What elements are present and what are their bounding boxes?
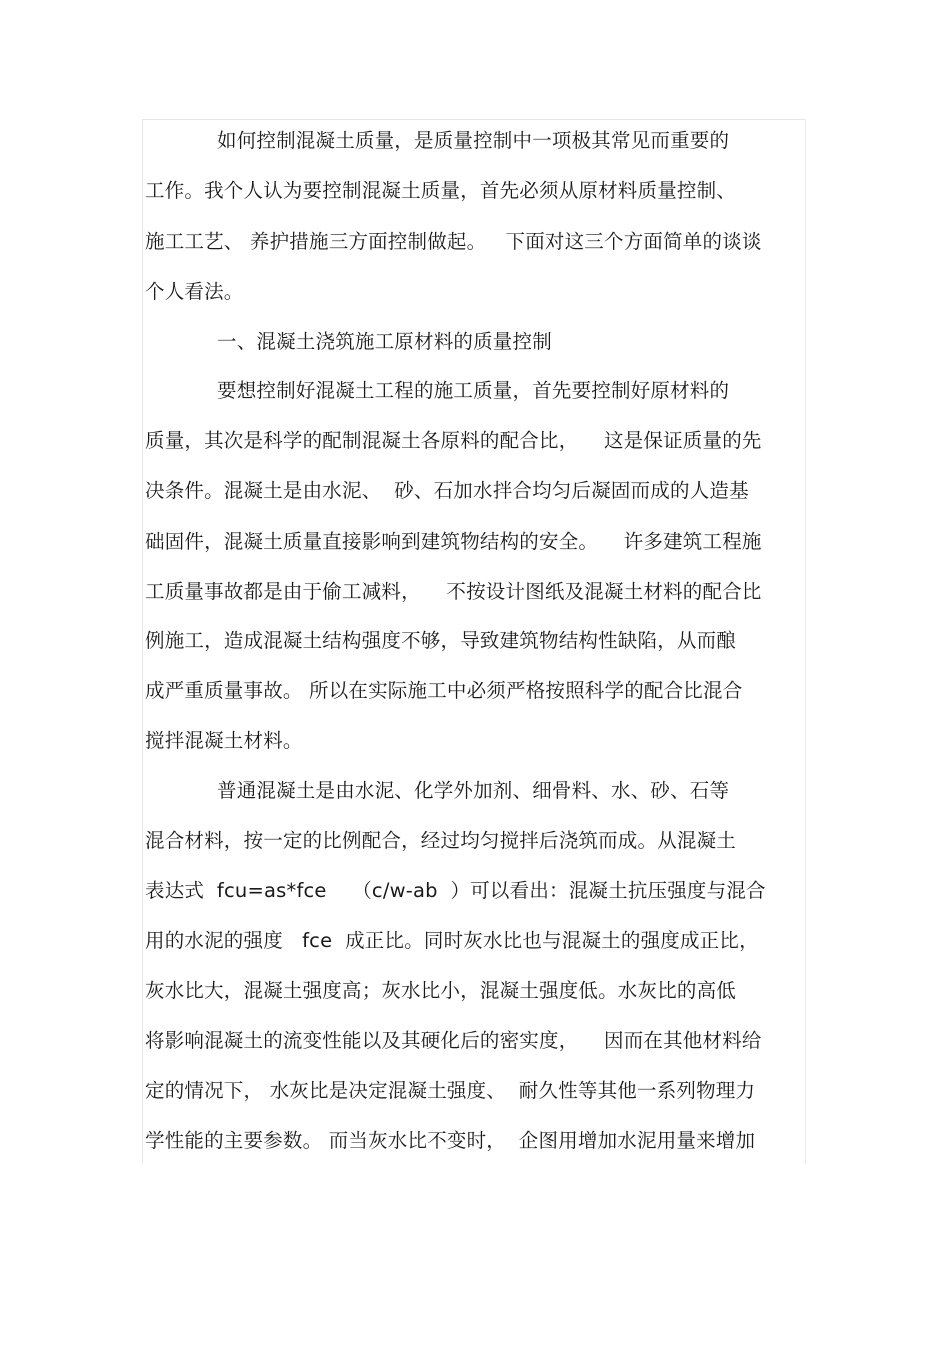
text-line: 工作。我个人认为要控制混凝土质量，首先必须从原材料质量控制、 (145, 179, 737, 202)
text-line: 工质量事故都是由于偷工减料， 不按设计图纸及混凝土材料的配合比 (145, 580, 762, 603)
text-line: 决条件。混凝土是由水泥、 砂、石加水拌合均匀后凝固而成的人造基 (145, 479, 749, 502)
text-line: 学性能的主要参数。 而当灰水比不变时， 企图用增加水泥用量来增加 (145, 1129, 756, 1152)
text-line: 施工工艺、 养护措施三方面控制做起。 下面对这三个方面简单的谈谈 (145, 230, 762, 253)
text-line: 质量，其次是科学的配制混凝土各原料的配合比， 这是保证质量的先 (145, 429, 762, 452)
text-line: 搅拌混凝土材料。 (145, 729, 303, 752)
text-line: 用的水泥的强度 fce 成正比。同时灰水比也与混凝土的强度成正比， (145, 929, 759, 952)
text-line: 表达式 fcu=as*fce （c/w-ab ）可以看出：混凝土抗压强度与混合 (145, 879, 766, 902)
text-line: 如何控制混凝土质量，是质量控制中一项极其常见而重要的 (217, 129, 730, 152)
text-line: 灰水比大，混凝土强度高；灰水比小，混凝土强度低。水灰比的高低 (145, 979, 737, 1002)
text-line: 成严重质量事故。 所以在实际施工中必须严格按照科学的配合比混合 (145, 679, 743, 702)
text-line: 要想控制好混凝土工程的施工质量，首先要控制好原材料的 (217, 379, 730, 402)
text-line: 普通混凝土是由水泥、化学外加剂、细骨料、水、砂、石等 (217, 779, 730, 802)
text-line: 例施工，造成混凝土结构强度不够，导致建筑物结构性缺陷，从而酿 (145, 629, 737, 652)
text-line: 混合材料，按一定的比例配合，经过均匀搅拌后浇筑而成。从混凝土 (145, 829, 737, 852)
text-line: 个人看法。 (145, 280, 244, 303)
section-heading: 一、混凝土浇筑施工原材料的质量控制 (217, 330, 552, 353)
text-line: 础固件，混凝土质量直接影响到建筑物结构的安全。 许多建筑工程施 (145, 530, 762, 553)
text-line: 将影响混凝土的流变性能以及其硬化后的密实度， 因而在其他材料给 (145, 1029, 762, 1052)
text-line: 定的情况下， 水灰比是决定混凝土强度、 耐久性等其他一系列物理力 (145, 1079, 756, 1102)
